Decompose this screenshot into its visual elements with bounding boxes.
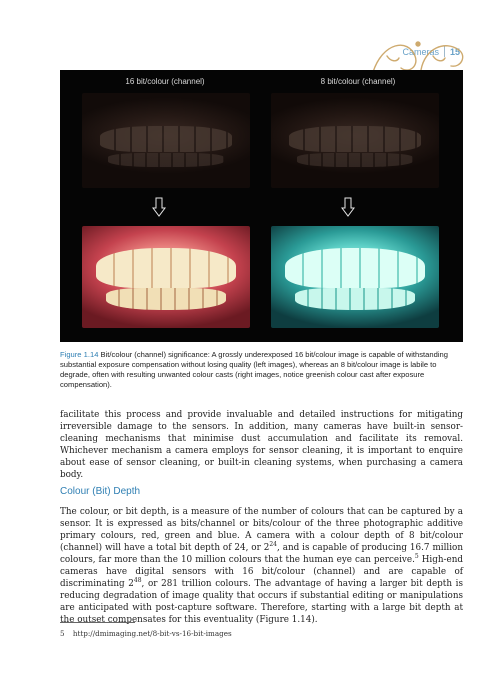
footnote-reference[interactable]: 5: [414, 553, 419, 561]
superscript: 48: [133, 577, 142, 585]
footnote: [60, 629, 232, 638]
running-title: Cameras: [402, 46, 439, 57]
down-arrow-icon: [341, 197, 355, 217]
paragraph-sensor-cleaning: facilitate this process and provide invaluable and detailed instructions for mitigating irreversible damage to the sensors. In addition, many cameras have built-in sensor-cleaning mechanisms that minimise dust accumulation and facilitate its removal. Whichever mechanism a camera employs for sensor cleaning, it is important to enquire about ease of sensor cleaning, or built-in cleaning systems, when purchasing a camera body.: [60, 410, 463, 480]
figure-left-label: 16 bit/colour (channel): [125, 77, 205, 86]
paragraph-text: High-end cameras have digital sensors with 16 bit/colour (channel) and are capable of discriminating 2: [60, 555, 463, 589]
figure-number: Figure 1.14: [60, 350, 99, 359]
down-arrow-icon: [152, 197, 166, 217]
teeth-upper: [285, 248, 425, 288]
figure-panel: [60, 70, 463, 342]
teeth-upper-dim: [100, 126, 232, 152]
figure-caption: [60, 350, 463, 390]
footnote-divider: [60, 622, 135, 623]
footnote-link[interactable]: http://dmimaging.net/8-bit-vs-16-bit-images: [72, 629, 232, 638]
footnote-number: 5: [60, 629, 65, 638]
corrected-8bit-photo-greenish-cast: [271, 226, 439, 328]
underexposed-16bit-photo: [82, 93, 250, 188]
teeth-upper: [96, 248, 236, 288]
teeth-lower-dim: [108, 153, 224, 167]
section-heading: Colour (Bit) Depth: [60, 486, 141, 497]
paragraph-text: , and is capable of producing 16.7 million colours, far more than the 10 million colours that the human eye can perceive.: [60, 543, 463, 565]
teeth-lower-dim: [297, 153, 413, 167]
teeth-lower: [106, 288, 226, 310]
page-number: 15: [449, 46, 460, 57]
underexposed-8bit-photo: [271, 93, 439, 188]
figure-caption-text: Bit/colour (channel) significance: A grossly underexposed 16 bit/colour image is capable of withstanding substantial exposure compensation without losing quality (left images), whereas an 8 bit/colour image is labile to degrade, often with resulting unwanted colour casts (right images, notice greenish colour cast after exposure compensation).: [60, 350, 448, 389]
paragraph-bit-depth: [60, 506, 463, 626]
paragraph-text: , or 281 trillion colours. The advantage of having a larger bit depth is reducing degradation of image quality that occurs if substantial editing or manipulations are anticipated with post-capture software. Therefore, starting with a large bit depth at the outset compensates for this eventuality (Figure 1.14).: [60, 579, 463, 625]
figure-right-label: 8 bit/colour (channel): [320, 77, 396, 86]
teeth-upper-dim: [289, 126, 421, 152]
teeth-lower: [295, 288, 415, 310]
paragraph-text: The colour, or bit depth, is a measure of the number of colours that can be captured by a sensor. It is expressed as bits/channel or bits/colour of the three photographic additive primary colours, red, green and blue. A camera with a colour depth of 8 bit/colour (channel) will have a total bit depth of 24, or 2: [60, 507, 463, 553]
corrected-16bit-photo: [82, 226, 250, 328]
superscript: 24: [269, 541, 277, 549]
